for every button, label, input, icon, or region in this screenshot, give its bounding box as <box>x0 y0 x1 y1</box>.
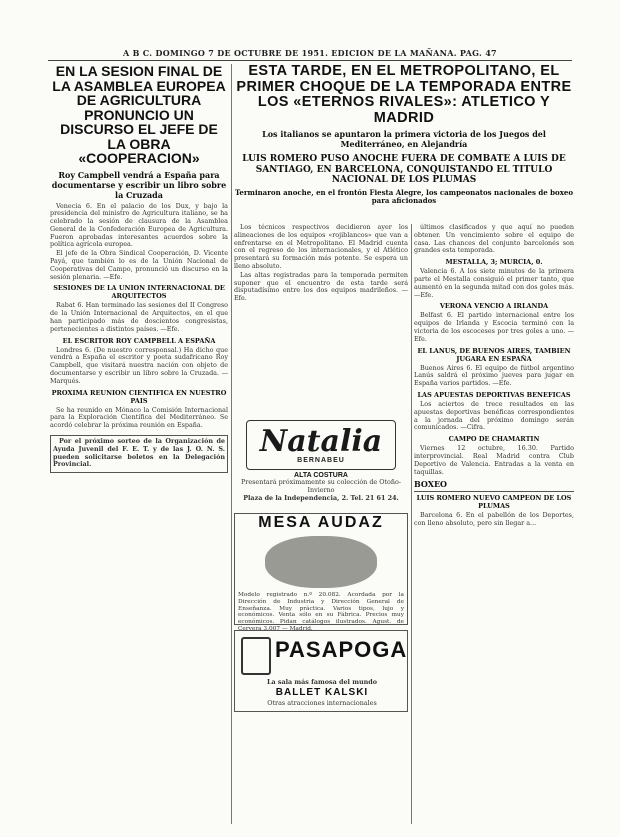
boxing-subhead: Terminaron anoche, en el frontón Fiesta Alegre, los campeonatos nacionales de boxeo para aficionados <box>234 187 573 205</box>
natalia-ad <box>234 418 408 510</box>
column-rule <box>231 64 232 824</box>
right-body-2 <box>414 268 574 299</box>
natalia-line1: ALTA COSTURA <box>294 472 348 479</box>
natalia-address: Plaza de la Independencia, 2. Tel. 21 61 24. <box>243 493 399 502</box>
left-column <box>50 64 228 824</box>
mesa-text: Modelo registrado n.º 20.082. Acordada por la Dirección de Industria y Dirección General de Enseñanza. Muy práctica. Varios tipos, lujo y económicos. Venta sólo en su Fábrica. Precios muy económicos. Pidan catálogos ilustrados. Agust. de Cervera 3.007 — Madrid. <box>238 592 404 632</box>
paragraph: Los aciertos de trece resultados en las apuestas deportivas benéficas correspondientes a la jornada del próximo domingo serán comunicados. —Cifra. <box>414 399 574 432</box>
natalia-brand: Natalia <box>259 423 383 459</box>
right-body-7 <box>414 512 574 528</box>
right-subhead-4: LAS APUESTAS DEPORTIVAS BENEFICAS <box>417 390 571 399</box>
page-dateline: A B C. DOMINGO 7 DE OCTUBRE DE 1951. EDICION DE LA MAÑANA. PAG. 47 <box>123 48 497 58</box>
left-body-1 <box>50 203 228 282</box>
desk-photo <box>265 536 377 588</box>
pasapoga-ad <box>234 630 408 712</box>
right-subhead-1: MESTALLA, 3; MURCIA, 0. <box>445 258 543 267</box>
main-headline: ESTA TARDE, EN EL METROPOLITANO, EL PRIMER CHOQUE DE LA TEMPORADA ENTRE LOS «ETERNOS RIVALES»: ATLETICO Y MADRID <box>236 63 572 126</box>
left-body-2 <box>50 302 228 333</box>
paragraph: Venecia 6. En el palacio de los Dux, y bajo la presidencia del ministro de Agricultura italiano, se ha celebrado la sesión de clausura de la Asamblea General de la Confederación Europea de Agricultura. Fueron aprobadas interesantes acuerdos sobre la política agrícola europea. <box>50 201 228 249</box>
header-rule <box>48 60 572 61</box>
left-subhead-2: SESIONES DE LA UNION INTERNACIONAL DE ARQUITECTOS <box>53 284 225 301</box>
center-top <box>234 64 574 224</box>
paragraph: Las altas registradas para la temporada permiten suponer que el encuentro de esta tarde será disputadísimo entre los dos equipos madrileños. —Efe. <box>234 270 408 303</box>
paragraph: Se ha reunido en Mónaco la Comisión Internacional para la Exploración Científica del Mediterráneo. Se acordó celebrar la próxima reunión en España. <box>50 405 228 430</box>
paragraph: Belfast 6. El partido internacional entre los equipos de Irlanda y Escocia terminó con la victoria de los escoceses por tres goles a uno. —Efe. <box>414 311 574 343</box>
mesa-title: MESA AUDAZ <box>258 514 384 531</box>
left-notice-box <box>50 435 228 473</box>
left-subhead-3: EL ESCRITOR ROY CAMPBELL A ESPAÑA <box>62 336 216 345</box>
right-column <box>414 224 574 824</box>
pasapoga-line3: Otras atracciones internacionales <box>267 699 377 707</box>
pasapoga-line1: La sala más famosa del mundo <box>267 678 377 686</box>
left-headline: EN LA SESION FINAL DE LA ASAMBLEA EUROPEA DE AGRICULTURA PRONUNCIO UN DISCURSO EL JEFE DE LA OBRA «COOPERACION» <box>52 63 226 166</box>
right-body-1 <box>414 224 574 255</box>
right-subhead-3: EL LANUS, DE BUENOS AIRES, TAMBIEN JUGARA EN ESPAÑA <box>417 346 571 363</box>
paragraph: Barcelona 6. En el pabellón de los Deportes, con lleno absoluto, pero sin llegar a... <box>414 511 574 528</box>
paragraph: Viernes 12 octubre, 16.30. Partido interprovincial. Real Madrid contra Club Deportivo de Valencia. Entradas a la venta en taquillas. <box>414 444 574 476</box>
notice-text: Por el próximo sorteo de la Organización de Ayuda Juvenil del F. E. T. y de las J. O. N. S. pueden solicitarse boletos en la Delegación Provincial. <box>53 437 225 469</box>
paragraph: Buenos Aires 6. El equipo de fútbol argentino Lanús saldrá el próximo jueves para jugar en España varios partidos. —Efe. <box>414 363 574 388</box>
section-boxeo: BOXEO <box>414 479 448 490</box>
right-body-5 <box>414 401 574 432</box>
paragraph: Londres 6. (De nuestro corresponsal.) Ha dicho que vendrá a España el escritor y poeta sudafricano Roy Campbell, que visitará nuestra nación con objeto de documentarse y escribir un libro sobre la Cruzada. —Marqués. <box>50 345 228 385</box>
paragraph: últimos clasificados y que aquí no pueden obtener. Un vencimiento sobre el equipo de casa. Las chances del conjunto barcelonés son grandes esta temporada. <box>414 223 574 255</box>
pasapoga-title: PASAPOGA <box>275 637 408 662</box>
paragraph: El jefe de la Obra Sindical Cooperación, D. Vicente Payá, que también lo es de la Unión Nacional de Cooperativas del Campo, pronunció un discurso en la sesión plenaria. —Efe. <box>50 249 228 281</box>
main-subhead: Los italianos se apuntaron la primera victoria de los Juegos del Mediterráneo, en Alejandría <box>262 129 546 149</box>
right-subhead-2: VERONA VENCIO A IRLANDA <box>439 302 549 311</box>
natalia-logo <box>246 420 396 470</box>
center-body <box>234 224 408 303</box>
right-body-6 <box>414 445 574 476</box>
center-column <box>234 224 408 414</box>
crest-icon <box>241 637 271 675</box>
left-subhead-4: PROXIMA REUNION CIENTIFICA EN NUESTRO PAIS <box>51 388 227 405</box>
left-body-4 <box>50 407 228 430</box>
right-body-3 <box>414 312 574 343</box>
left-body-3 <box>50 347 228 386</box>
right-subhead-5: CAMPO DE CHAMARTIN <box>448 435 540 444</box>
boxing-headline: LUIS ROMERO PUSO ANOCHE FUERA DE COMBATE A LUIS DE SANTIAGO, EN BARCELONA, CONQUISTANDO EL TITULO NACIONAL DE LOS PLUMAS <box>242 154 566 185</box>
natalia-line2: Presentará próximamente su colección de Otoño-Invierno <box>241 478 401 494</box>
paragraph: Valencia 6. A los siete minutos de la primera parte el Mestalla consiguió el primer tanto, que aumentó en la segunda mitad con dos goles más. —Efe. <box>414 267 574 299</box>
column-rule <box>411 224 412 824</box>
left-subhead: Roy Campbell vendrá a España para documentarse y escribir un libro sobre la Cruzada <box>51 169 227 200</box>
pasapoga-line2: BALLET KALSKI <box>275 687 369 698</box>
right-subhead-6: LUIS ROMERO NUEVO CAMPEON DE LOS PLUMAS <box>414 491 574 510</box>
paragraph: Los técnicos respectivos decidieron ayer los alineaciones de los equipos «rojiblancos» que van a enfrentarse en el Metropolitano. El Madrid cuenta con el regreso de los internacionales, y el Atlético presentará su formación más potente. Se espera un lleno absoluto. <box>234 223 408 270</box>
natalia-sub: BERNABEU <box>297 456 345 464</box>
paragraph: Rabat 6. Han terminado las sesiones del II Congreso de la Unión Internacional de Arquitectos, en el que han participado más de doscientos congresistas, pertenecientes a distintos países. —Efe. <box>50 301 228 333</box>
right-body-4 <box>414 365 574 388</box>
mesa-audaz-ad <box>234 513 408 632</box>
